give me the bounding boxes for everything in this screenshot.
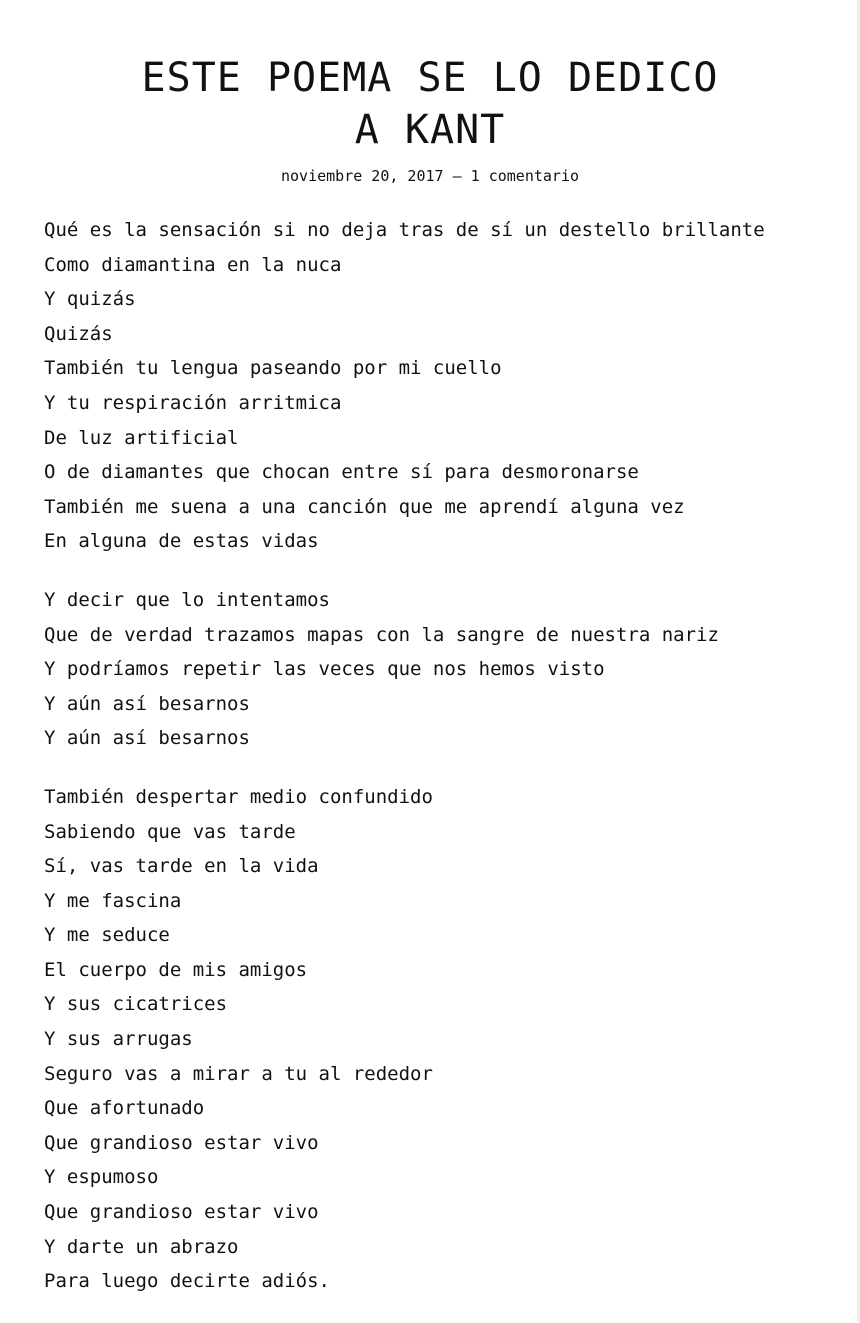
poem-line: Quizás <box>44 322 113 345</box>
poem-line: Seguro vas a mirar a tu al rededor <box>44 1062 433 1085</box>
poem-body <box>44 213 844 1323</box>
poem-line: El cuerpo de mis amigos <box>44 958 308 981</box>
post-title-line-2: A KANT <box>354 107 506 153</box>
poem-line: Sí, vas tarde en la vida <box>44 855 319 878</box>
poem-line: Y aún así besarnos <box>44 727 250 750</box>
poem-line: Y darte un abrazo <box>44 1235 239 1258</box>
poem-line: Y aún así besarnos <box>44 692 250 715</box>
post-date-link[interactable]: noviembre 20, 2017 <box>280 167 444 185</box>
post-title-line-1: ESTE POEMA SE LO DEDICO <box>141 55 719 101</box>
poem-line: Y sus arrugas <box>44 1028 193 1051</box>
poem-line: Y me fascina <box>44 889 182 912</box>
meta-separator: — <box>452 167 462 185</box>
poem-line: Y quizás <box>44 288 136 311</box>
poem-line: Qué es la sensación si no deja tras de sí un destello brillante <box>44 219 765 241</box>
poem-line: Que grandioso estar vivo <box>44 1201 319 1224</box>
poem-line: O de diamantes que chocan entre sí para desmoronarse <box>44 461 639 484</box>
poem-stanza <box>44 213 844 559</box>
poem-line: También despertar medio confundido <box>44 785 433 808</box>
poem-line: Que afortunado <box>44 1097 205 1120</box>
poem-line: Y podríamos repetir las veces que nos hemos visto <box>44 658 605 681</box>
poem-line: Y espumoso <box>44 1166 159 1189</box>
poem-line: Y sus cicatrices <box>44 993 228 1016</box>
poem-line: También me suena a una canción que me aprendí alguna vez <box>44 495 685 518</box>
poem-line: De luz artificial <box>44 426 239 449</box>
poem-line: Sabiendo que vas tarde <box>44 820 296 843</box>
poem-line: También tu lengua paseando por mi cuello <box>44 357 502 380</box>
post-title <box>0 52 860 156</box>
poem-line: Y me seduce <box>44 924 170 947</box>
poem-line: Y tu respiración arritmica <box>44 391 342 414</box>
poem-line: Para luego decirte adiós. <box>44 1270 330 1293</box>
poem-line: Como diamantina en la nuca <box>44 253 342 276</box>
poem-line: Que grandioso estar vivo <box>44 1131 319 1154</box>
poem-line: En alguna de estas vidas <box>44 530 319 553</box>
poem-line: Que de verdad trazamos mapas con la sangre de nuestra nariz <box>44 623 719 646</box>
post-meta <box>0 166 860 186</box>
poem-stanza <box>44 780 844 1299</box>
comments-link[interactable]: 1 comentario <box>470 167 580 185</box>
poem-stanza <box>44 583 844 756</box>
poem-line: Y decir que lo intentamos <box>44 588 330 611</box>
